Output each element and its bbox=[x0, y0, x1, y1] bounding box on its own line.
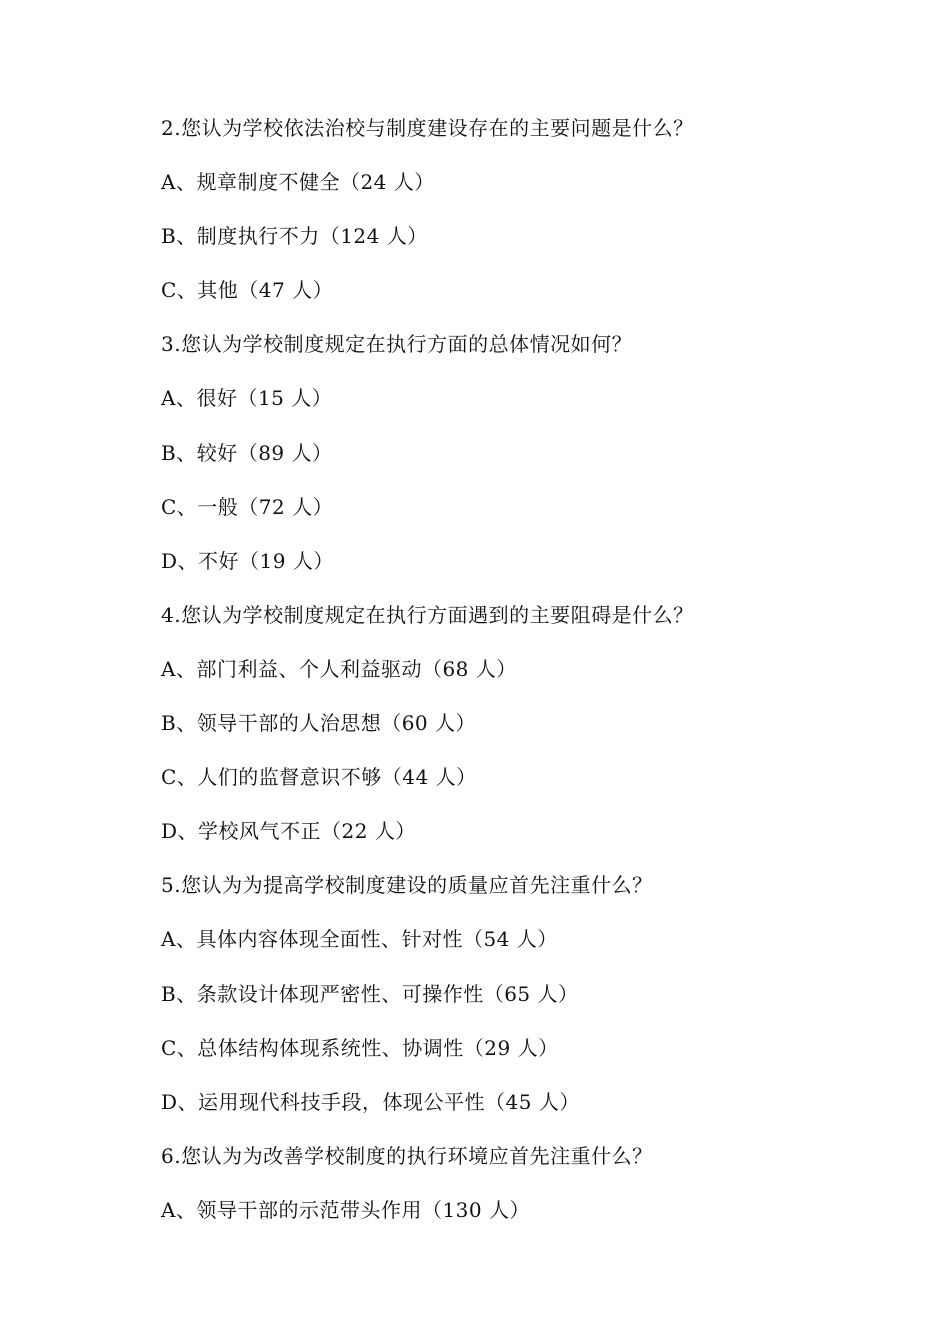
answer-option: C、人们的监督意识不够（44 人） bbox=[161, 765, 477, 790]
question-2: 2.您认为学校依法治校与制度建设存在的主要问题是什么？ bbox=[161, 116, 694, 140]
question-5: 5.您认为为提高学校制度建设的质量应首先注重什么？ bbox=[161, 873, 653, 898]
question-6: 6.您认为为改善学校制度的执行环境应首先注重什么？ bbox=[161, 1143, 653, 1168]
answer-option: C、总体结构体现系统性、协调性（29 人） bbox=[161, 1035, 559, 1060]
answer-option: A、部门利益、个人利益驱动（68 人） bbox=[161, 656, 517, 681]
answer-option: C、其他（47 人） bbox=[161, 278, 334, 303]
answer-option: D、不好（19 人） bbox=[161, 548, 334, 573]
answer-option: B、制度执行不力（124 人） bbox=[161, 224, 428, 249]
answer-option: A、规章制度不健全（24 人） bbox=[161, 170, 435, 195]
answer-option: A、很好（15 人） bbox=[161, 386, 333, 411]
answer-option: C、一般（72 人） bbox=[161, 494, 334, 519]
answer-option: B、条款设计体现严密性、可操作性（65 人） bbox=[161, 981, 579, 1006]
answer-option: A、领导干部的示范带头作用（130 人） bbox=[161, 1197, 530, 1222]
answer-option: B、较好（89 人） bbox=[161, 440, 333, 465]
question-4: 4.您认为学校制度规定在执行方面遇到的主要阻碍是什么？ bbox=[161, 602, 694, 627]
answer-option: D、学校风气不正（22 人） bbox=[161, 819, 416, 844]
answer-option: A、具体内容体现全面性、针对性（54 人） bbox=[161, 927, 558, 952]
answer-option: D、运用现代科技手段，体现公平性（45 人） bbox=[161, 1089, 580, 1114]
answer-option: B、领导干部的人治思想（60 人） bbox=[161, 711, 477, 736]
question-3: 3.您认为学校制度规定在执行方面的总体情况如何？ bbox=[161, 332, 633, 357]
survey-content bbox=[161, 108, 861, 1244]
